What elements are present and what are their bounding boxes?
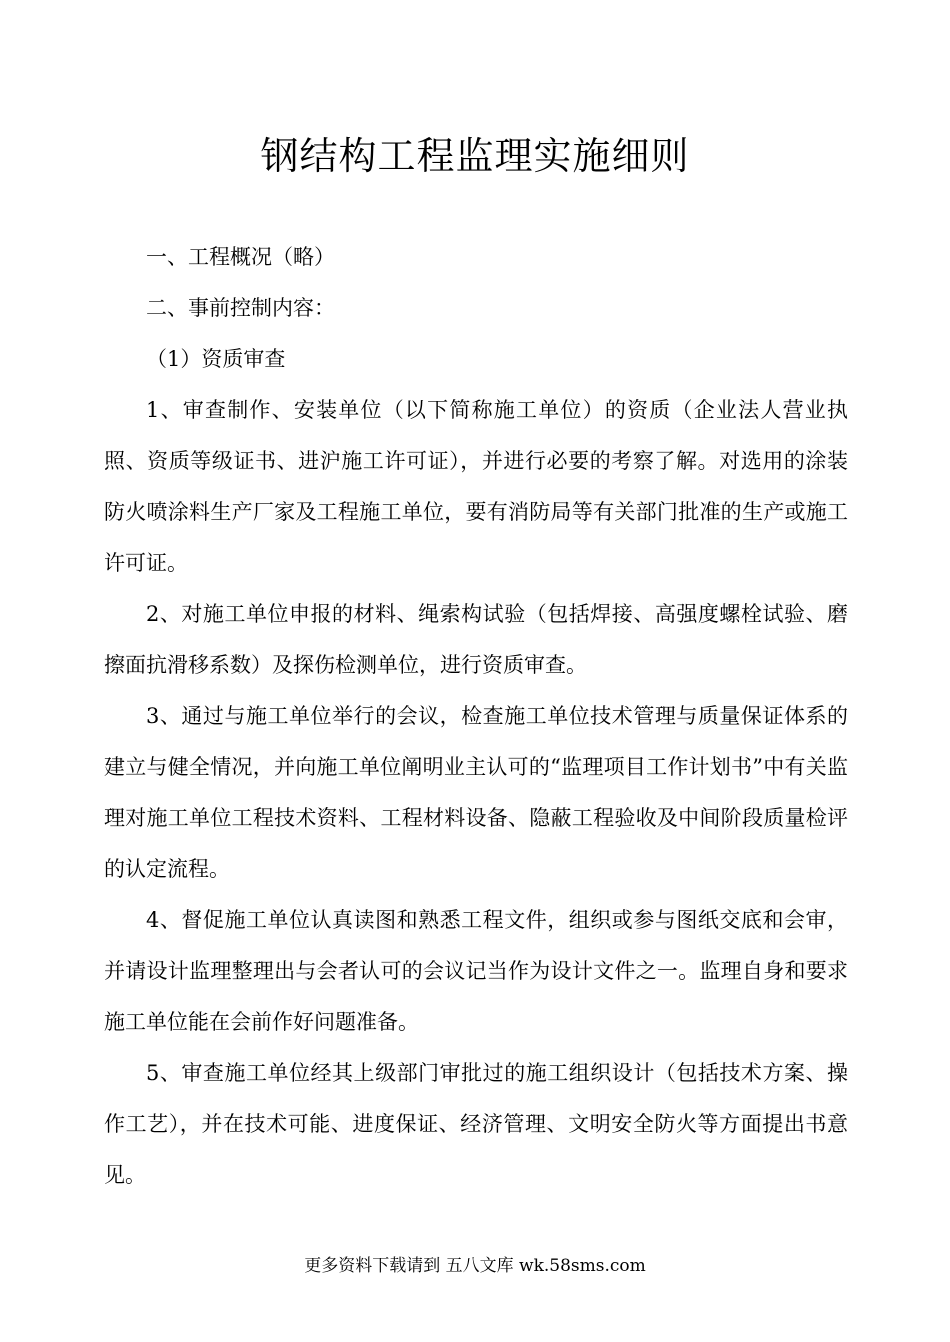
paragraph-item-1: 1、审查制作、安装单位（以下简称施工单位）的资质（企业法人营业执照、资质等级证书、进沪施工许可证），并进行必要的考察了解。对选用的涂装防火喷涂料生产厂家及工程施工单位，要有消防局等有关部门批准的生产或施工许可证。 [104, 398, 848, 575]
paragraph-item-4: 4、督促施工单位认真读图和熟悉工程文件，组织或参与图纸交底和会审，并请设计监理整理出与会者认可的会议记当作为设计文件之一。监理自身和要求施工单位能在会前作好问题准备。 [104, 908, 848, 1034]
paragraph-item-5: 5、审查施工单位经其上级部门审批过的施工组织设计（包括技术方案、操作工艺），并在技术可能、进度保证、经济管理、文明安全防火等方面提出书意见。 [104, 1061, 848, 1187]
document-body [104, 232, 848, 1201]
section-heading-overview: 一、工程概况（略） [146, 245, 335, 269]
paragraph-item-3: 3、通过与施工单位举行的会议，检查施工单位技术管理与质量保证体系的建立与健全情况，并向施工单位阐明业主认可的“监理项目工作计划书”中有关监理对施工单位工程技术资料、工程材料设备、隐蔽工程验收及中间阶段质量检评的认定流程。 [104, 704, 848, 881]
subsection-heading-qualification: （1）资质审查 [146, 347, 286, 371]
page-footer: 更多资料下载请到 五八文库 wk.58sms.com [304, 1256, 646, 1276]
document-title: 钢结构工程监理实施细则 [260, 134, 690, 178]
paragraph-item-2: 2、对施工单位申报的材料、绳索构试验（包括焊接、高强度螺栓试验、磨擦面抗滑移系数）及探伤检测单位，进行资质审查。 [104, 602, 848, 677]
section-heading-precontrol: 二、事前控制内容： [146, 296, 335, 320]
